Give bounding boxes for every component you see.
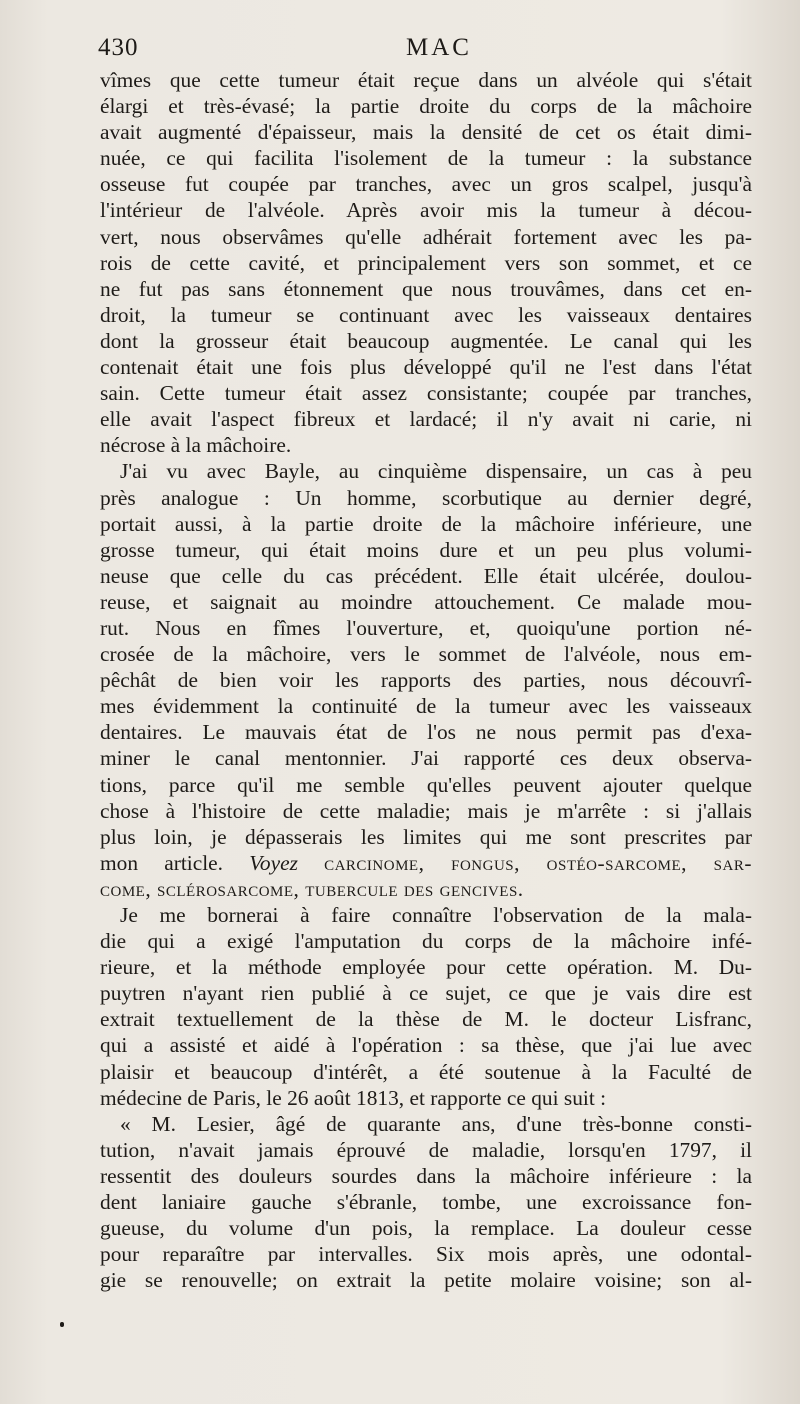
text-line: extrait textuellement de la thèse de M. le docteur Lisfranc,: [100, 1007, 752, 1032]
text-line: reuse, et saignait au moindre attouchement. Ce malade mou-: [100, 589, 752, 614]
text-line: avait augmenté d'épaisseur, mais la densité de cet os était dimi-: [100, 120, 752, 145]
text-line: pêchât de bien voir les rapports des parties, nous découvrî-: [100, 668, 752, 693]
text-line: qui a assisté et aidé à l'opération : sa thèse, que j'ai lue avec: [100, 1033, 752, 1058]
text-line: près analogue : Un homme, scorbutique au dernier degré,: [100, 485, 752, 510]
text-line: gueuse, du volume d'un pois, la remplace. La douleur cesse: [100, 1216, 752, 1241]
text-line-see-also: [100, 850, 752, 876]
text-line: rut. Nous en fîmes l'ouverture, et, quoiqu'une portion né-: [100, 615, 752, 640]
text-line: gie se renouvelle; on extrait la petite molaire voisine; son al-: [100, 1268, 752, 1293]
text-line: J'ai vu avec Bayle, au cinquième dispensaire, un cas à peu: [120, 459, 752, 484]
page-number: 430: [98, 34, 139, 61]
text-line: élargi et très-évasé; la partie droite du corps de la mâchoire: [100, 94, 752, 119]
text-fragment: mon article.: [100, 850, 250, 875]
text-line: pour reparaître par intervalles. Six mois après, une odontal-: [100, 1242, 752, 1267]
page-header: [98, 34, 752, 68]
text-line: die qui a exigé l'amputation du corps de la mâchoire infé-: [100, 929, 752, 954]
text-line: ne fut pas sans étonnement que nous trouvâmes, dans cet en-: [100, 276, 752, 301]
text-line: osseuse fut coupée par tranches, avec un gros scalpel, jusqu'à: [100, 172, 752, 197]
voyez-word: Voyez: [249, 850, 298, 875]
text-line: chose à l'histoire de cette maladie; mais je m'arrête : si j'allais: [100, 798, 752, 823]
text-line: « M. Lesier, âgé de quarante ans, d'une très-bonne consti-: [120, 1111, 752, 1136]
text-line: ressentit des douleurs sourdes dans la mâchoire inférieure : la: [100, 1163, 752, 1188]
body-text: [100, 67, 752, 1293]
text-line: tution, n'avait jamais éprouvé de maladie, lorsqu'en 1797, il: [100, 1137, 752, 1162]
ink-speck: [60, 1322, 64, 1327]
text-line: Je me bornerai à faire connaître l'observation de la mala-: [120, 903, 752, 927]
text-line: nuée, ce qui facilita l'isolement de la tumeur : la substance: [100, 146, 752, 171]
text-line: neuse que celle du cas précédent. Elle était ulcérée, doulou-: [100, 563, 752, 588]
text-line: vîmes que cette tumeur était reçue dans un alvéole qui s'était: [100, 68, 752, 92]
text-line: plus loin, je dépasserais les limites qui me sont prescrites par: [100, 824, 752, 849]
text-line: l'intérieur de l'alvéole. Après avoir mis la tumeur à décou-: [100, 198, 752, 223]
text-line: tions, parce qu'il me semble qu'elles peuvent ajouter quelque: [100, 772, 752, 797]
text-line: dont la grosseur était beaucoup augmentée. Le canal qui les: [100, 328, 752, 353]
text-line: médecine de Paris, le 26 août 1813, et rapporte ce qui suit :: [100, 1085, 607, 1110]
running-head: MAC: [406, 34, 472, 61]
cross-references: carcinome, fongus, ostéo-sarcome, sar-: [324, 850, 752, 875]
text-line: vert, nous observâmes qu'elle adhérait fortement avec les pa-: [100, 224, 752, 249]
text-line: portait aussi, à la partie droite de la mâchoire inférieure, une: [100, 511, 752, 536]
text-line: dent laniaire gauche s'ébranle, tombe, une excroissance fon-: [100, 1190, 752, 1215]
text-line: droit, la tumeur se continuant avec les vaisseaux dentaires: [100, 302, 752, 327]
text-line: puytren n'ayant rien publié à ce sujet, ce que je vais dire est: [100, 981, 752, 1006]
text-line: mes évidemment la continuité de la tumeur avec les vaisseaux: [100, 694, 752, 719]
text-line: rois de cette cavité, et principalement vers son sommet, et ce: [100, 250, 752, 275]
text-line: crosée de la mâchoire, vers le sommet de l'alvéole, nous em-: [100, 642, 752, 667]
text-line: come, sclérosarcome, tubercule des gencives.: [100, 876, 524, 901]
text-line: rieure, et la méthode employée pour cette opération. M. Du-: [100, 955, 752, 980]
text-line: grosse tumeur, qui était moins dure et un peu plus volumi-: [100, 537, 752, 562]
text-line: dentaires. Le mauvais état de l'os ne nous permit pas d'exa-: [100, 720, 752, 745]
text-line: miner le canal mentonnier. J'ai rapporté ces deux observa-: [100, 746, 752, 771]
text-line: plaisir et beaucoup d'intérêt, a été soutenue à la Faculté de: [100, 1059, 752, 1084]
text-line: sain. Cette tumeur était assez consistante; coupée par tranches,: [100, 381, 752, 406]
text-line: contenait était une fois plus développé qu'il ne l'est dans l'état: [100, 355, 752, 380]
text-line: nécrose à la mâchoire.: [100, 433, 292, 458]
text-line: elle avait l'aspect fibreux et lardacé; il n'y avait ni carie, ni: [100, 407, 752, 432]
